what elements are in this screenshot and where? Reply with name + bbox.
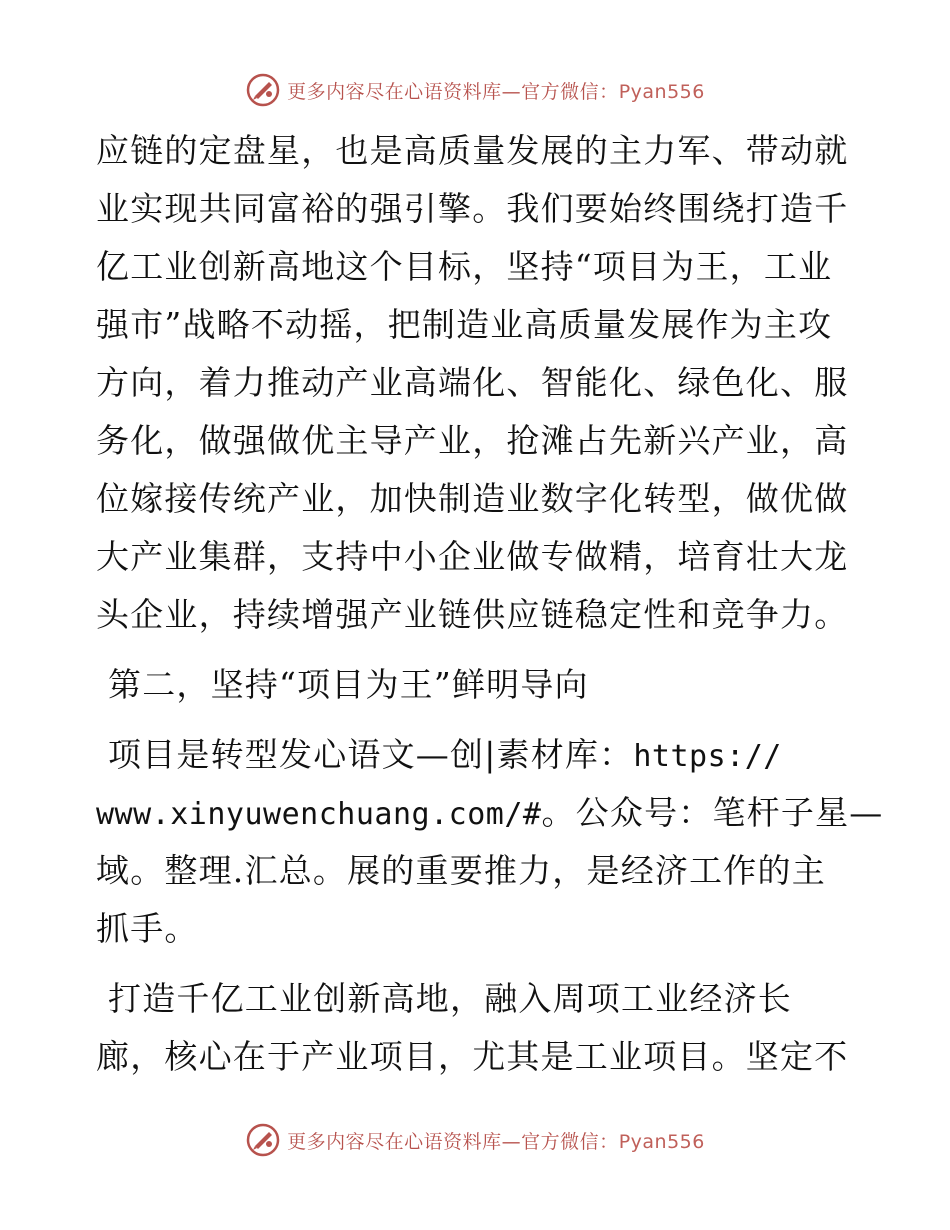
paragraph-line: 应链的定盘星，也是高质量发展的主力军、带动就 [96,131,849,170]
watermark-wechat-id: Pyan556 [618,1130,705,1153]
url-link[interactable]: www.xinyuwenchuang.com/# [96,797,542,832]
paragraph-line: 域。整理.汇总。展的重要推力，是经济工作的主 [96,851,826,890]
paragraph-line: 业实现共同富裕的强引擎。我们要始终围绕打造千 [96,189,849,228]
paragraph-line: 抓手。 [96,909,199,948]
watermark-brand-text: 更多内容尽在心语资料库— [287,80,522,103]
watermark-footer [0,1120,950,1160]
brand-logo-icon [245,1122,281,1158]
paragraph-line: 方向，着力推动产业高端化、智能化、绿色化、服 [96,363,849,402]
watermark-wechat-label: 官方微信： [521,1130,619,1153]
watermark-text [287,77,705,104]
paragraph-line: 强市”战略不动摇，把制造业高质量发展作为主攻 [96,305,833,344]
watermark-wechat-id: Pyan556 [618,80,705,103]
paragraph-text: 项目是转型发心语文—创|素材库： [108,735,634,774]
url-link[interactable]: https:// [633,739,782,774]
document-body [96,122,884,1086]
paragraph-line [96,726,866,784]
watermark-wechat-label: 官方微信： [521,80,619,103]
section-heading: 第二，坚持“项目为王”鲜明导向 [108,665,589,704]
paragraph-line: 打造千亿工业创新高地，融入周项工业经济长 [108,979,792,1018]
paragraph-line [96,784,884,842]
paragraph-line: 廊，核心在于产业项目，尤其是工业项目。坚定不 [96,1037,849,1076]
watermark-header [0,70,950,110]
brand-logo-icon [245,72,281,108]
paragraph-3 [96,970,866,1086]
paragraph-line: 亿工业创新高地这个目标，坚持“项目为王，工业 [96,247,833,286]
paragraph-2 [96,726,884,958]
watermark-brand-text: 更多内容尽在心语资料库— [287,1130,522,1153]
paragraph-1 [96,122,866,644]
paragraph-line: 务化，做强做优主导产业，抢滩占先新兴产业，高 [96,421,849,460]
paragraph-line: 位嫁接传统产业，加快制造业数字化转型，做优做 [96,479,849,518]
watermark-text [287,1127,705,1154]
paragraph-line: 头企业，持续增强产业链供应链稳定性和竞争力。 [96,595,849,634]
paragraph-text: 。公众号：笔杆子星— [541,793,884,832]
paragraph-line: 大产业集群，支持中小企业做专做精，培育壮大龙 [96,537,849,576]
